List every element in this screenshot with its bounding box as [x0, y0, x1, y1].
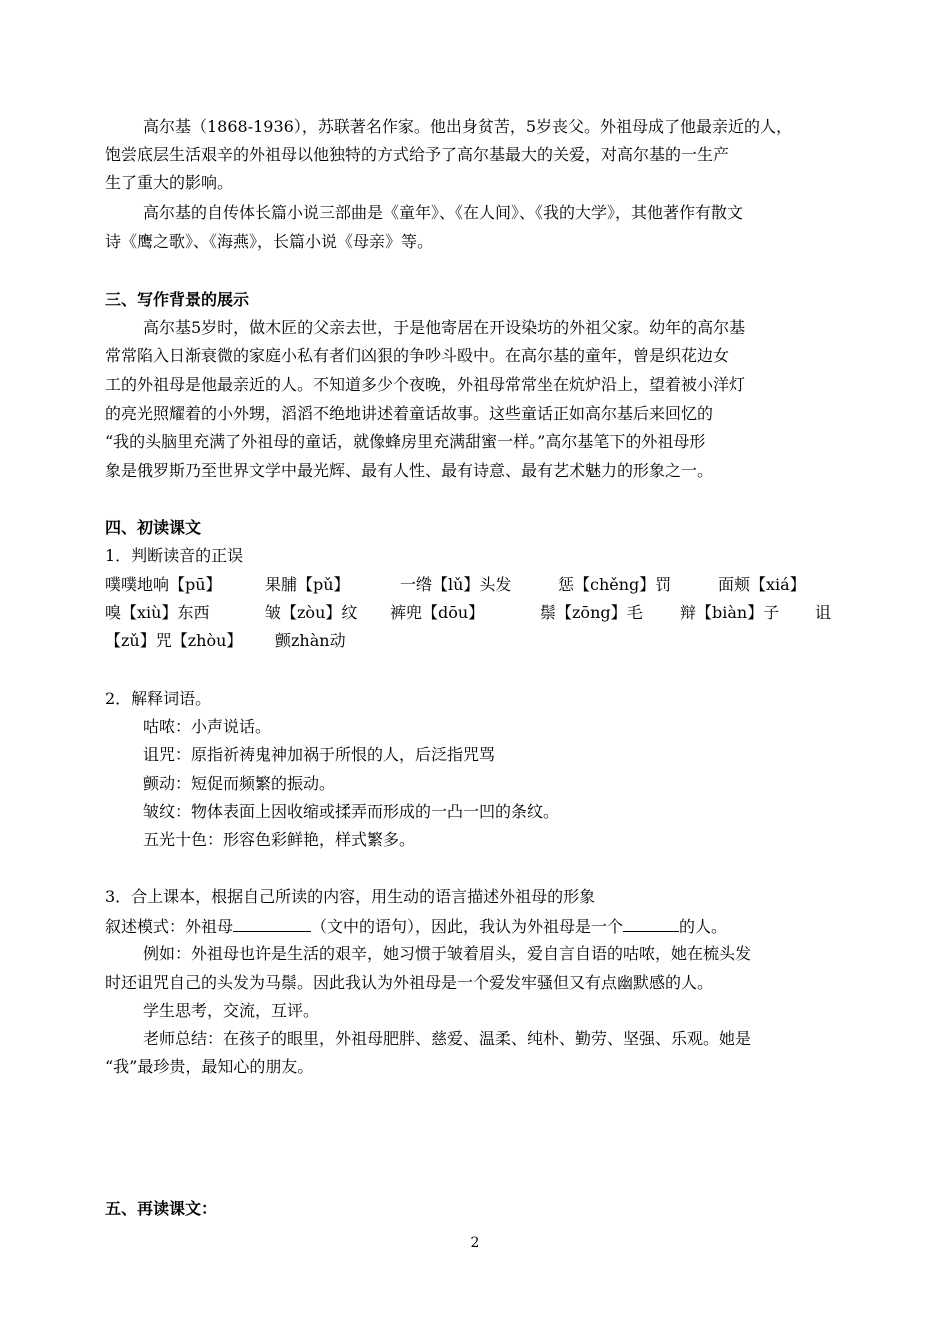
question-2: 2．解释词语。: [105, 689, 212, 708]
example-line: 时还诅咒自己的头发为马鬃。因此我认为外祖母是一个爱发牢骚但又有点幽默感的人。: [105, 973, 714, 992]
word-definition: 颤动：短促而频繁的振动。: [143, 774, 336, 793]
section-heading-background: 三、写作背景的展示: [105, 290, 250, 309]
background-line: “我的头脑里充满了外祖母的童话，就像蜂房里充满甜蜜一样。”高尔基笔下的外祖母形: [105, 432, 706, 451]
pronunciation-item: 果脯【pǔ】: [265, 575, 350, 594]
pronunciation-item: 颤zhàn动: [275, 631, 346, 650]
section-heading-rereading: 五、再读课文：: [105, 1199, 218, 1218]
pronunciation-item: 裤兜【dōu】: [390, 603, 485, 622]
pronunciation-item: 辩【biàn】子: [680, 603, 780, 622]
background-line: 常常陷入日渐衰微的家庭小私有者们凶狠的争吵斗殴中。在高尔基的童年，曾是织花边女: [105, 346, 730, 365]
word-definition: 诅咒：原指祈祷鬼神加祸于所恨的人，后泛指咒骂: [143, 745, 496, 764]
narrative-mode-suffix: 的人。: [679, 917, 728, 936]
pronunciation-item: 惩【chěng】罚: [558, 575, 672, 594]
pronunciation-item: 面颊【xiá】: [718, 575, 806, 594]
fill-blank: [623, 915, 679, 932]
pronunciation-item: 噗噗地响【pū】: [105, 575, 222, 594]
word-definition: 皱纹：物体表面上因收缩或揉弄而形成的一凸一凹的条纹。: [143, 802, 560, 821]
question-1: 1．判断读音的正误: [105, 546, 244, 565]
teacher-summary-line: “我”最珍贵，最知心的朋友。: [105, 1057, 314, 1076]
pronunciation-row: [105, 575, 865, 595]
intro-line: 诗《鹰之歌》、《海燕》，长篇小说《母亲》等。: [105, 232, 434, 251]
intro-line: 饱尝底层生活艰辛的外祖母以他独特的方式给予了高尔基最大的关爱，对高尔基的一生产: [105, 145, 730, 164]
background-line: 的亮光照耀着的小外甥，滔滔不绝地讲述着童话故事。这些童话正如高尔基后来回忆的: [105, 404, 714, 423]
student-activity: 学生思考，交流，互评。: [143, 1001, 320, 1020]
intro-line: 高尔基的自传体长篇小说三部曲是《童年》、《在人间》、《我的大学》，其他著作有散文: [143, 203, 744, 222]
example-line: 例如：外祖母也许是生活的艰辛，她习惯于皱着眉头，爱自言自语的咕哝，她在梳头发: [143, 944, 752, 963]
word-definition: 五光十色：形容色彩鲜艳，样式繁多。: [143, 830, 416, 849]
word-definition: 咕哝：小声说话。: [143, 717, 272, 736]
background-line: 工的外祖母是他最亲近的人。不知道多少个夜晚，外祖母常常坐在炕炉沿上，望着被小洋灯: [105, 375, 746, 394]
pronunciation-item: 鬃【zōng】毛: [540, 603, 643, 622]
teacher-summary-line: 老师总结：在孩子的眼里，外祖母肥胖、慈爱、温柔、纯朴、勤劳、坚强、乐观。她是: [143, 1029, 752, 1048]
narrative-mode-middle: （文中的语句），因此，我认为外祖母是一个: [311, 917, 624, 936]
pronunciation-item: 诅: [815, 603, 832, 622]
page-number: 2: [470, 1235, 480, 1251]
background-line: 高尔基5岁时，做木匠的父亲去世，于是他寄居在开设染坊的外祖父家。幼年的高尔基: [143, 318, 746, 337]
pronunciation-item: 一绺【lǔ】头发: [400, 575, 512, 594]
pronunciation-item: 嗅【xiù】东西: [105, 603, 210, 622]
intro-line: 高尔基（1868-1936），苏联著名作家。他出身贫苦，5岁丧父。外祖母成了他最亲近的人，: [143, 117, 793, 136]
pronunciation-item: 【zǔ】咒【zhòu】: [105, 631, 243, 650]
pronunciation-item: 皱【zòu】纹: [265, 603, 358, 622]
narrative-mode-prefix: 叙述模式：外祖母: [105, 917, 234, 936]
pronunciation-row: [105, 603, 865, 623]
question-3: 3．合上课本，根据自己所读的内容，用生动的语言描述外祖母的形象: [105, 887, 596, 906]
intro-line: 生了重大的影响。: [105, 173, 234, 192]
pronunciation-row: [105, 631, 865, 651]
narrative-mode: [105, 915, 865, 937]
background-line: 象是俄罗斯乃至世界文学中最光辉、最有人性、最有诗意、最有艺术魅力的形象之一。: [105, 461, 714, 480]
section-heading-first-reading: 四、初读课文: [105, 518, 202, 537]
fill-blank: [233, 915, 311, 932]
